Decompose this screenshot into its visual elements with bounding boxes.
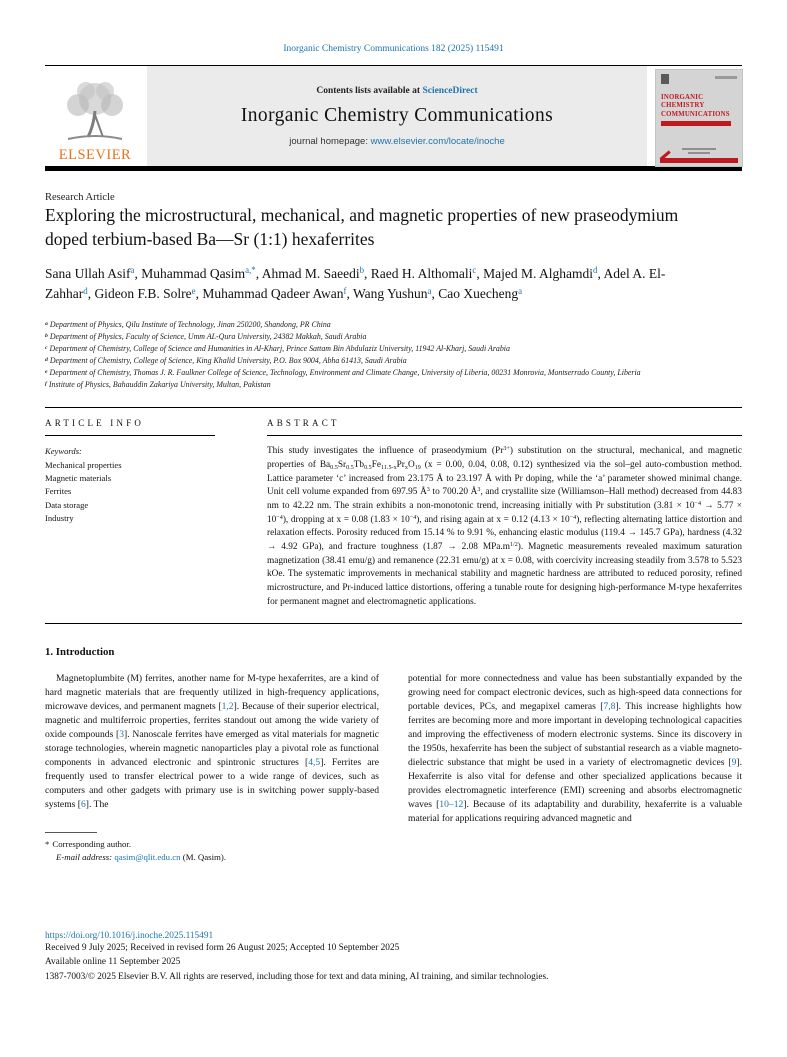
article-info-heading: ARTICLE INFO: [45, 418, 145, 429]
text-segment: (x = 0.00, 0.04, 0.08, 0.12) synthesized via the sol–gel auto-combustion method. Lattice parameter ‘c’ increased from 23.175 Å to 23.197 Å with Pr doping, while the ‘a’ parameter showed minimal change. Unit cell volume expanded from 697.95 Å: [267, 460, 742, 498]
text-segment: −4: [409, 514, 417, 521]
affiliation-text: Department of Chemistry, Thomas J. R. Faulkner College of Science, Technology, Environment and Climate Change, University of Liberia, 00231 Monrovia, Montserrado County, Liberia: [49, 368, 641, 378]
affiliation-text: Institute of Physics, Bahauddin Zakariya University, Multan, Pakistan: [48, 380, 271, 390]
inline-link[interactable]: d: [83, 285, 88, 296]
journal-title: Inorganic Chemistry Communications: [240, 104, 554, 126]
text-segment: 19: [414, 464, 421, 471]
text-segment: ]. Because of its adaptability and durability, hexaferrite is a valuable material for applications requiring advanced magnetic and: [408, 799, 742, 825]
text-segment: , Muhammad Qasim: [134, 265, 246, 281]
text-segment: 0.5: [364, 464, 372, 471]
cover-title-line1: INORGANIC: [661, 94, 704, 101]
elsevier-logo[interactable]: [45, 66, 145, 166]
text-segment: to 700.20 Å: [429, 487, 478, 498]
text-segment: Tb: [353, 460, 365, 471]
text-segment: ) substitution on the structural, mechanical, and magnetic properties of Ba: [267, 446, 742, 471]
text-segment: , Raed H. Althomali: [364, 265, 473, 281]
text-segment: → 5.77 × 10: [267, 501, 742, 525]
text-segment: ]. Because of their superior electrical, magnetic and multiferroic properties, ferrites standout out among the wide variety of oxide compounds [: [45, 701, 379, 741]
text-segment: 3+: [503, 446, 510, 453]
text-segment: , Majed M. Alghamdi: [476, 265, 593, 281]
text-segment: −4: [694, 500, 702, 507]
email-address-line: [45, 851, 379, 864]
intro-paragraph-right: [408, 672, 742, 826]
inline-link[interactable]: 4,5: [308, 757, 321, 769]
body-column-right: [408, 672, 742, 864]
text-segment: , and crystallite size (Williamson–Hall method) decreased from 44.83 nm to 42.22 nm. The strain exhibits a non-monotonic trend, increasing initially with Pr substitution (3.81 × 10: [267, 487, 742, 511]
cover-publisher-icon: [661, 74, 669, 84]
text-segment: Sana Ullah Asif: [45, 265, 131, 281]
text-segment: ), reflecting alternating lattice distortion and relaxation effects. Porosity reduced from 15.14 % to 9.91 %, enhancing elastic modulus (119.4 → 145.7 GPa), hardness (4.32 → 4.92 GPa), and fracture toughness (1.87 → 2.08 MPa.m: [267, 514, 743, 552]
text-segment: 1/2: [509, 541, 518, 548]
cover-bottom-bar: [660, 158, 738, 163]
homepage-link[interactable]: www.elsevier.com/locate/inoche: [370, 135, 505, 147]
affiliation-d: [45, 355, 742, 367]
inline-link[interactable]: a: [130, 265, 135, 276]
intro-paragraph-left: [45, 672, 379, 812]
keyword-item: Ferrites: [45, 486, 72, 497]
corresponding-author-text: Corresponding author.: [52, 839, 132, 850]
inline-link[interactable]: 7,8: [603, 701, 616, 713]
keyword-item: Mechanical properties: [45, 459, 122, 470]
affiliation-marker: a: [45, 320, 48, 327]
text-segment: ]. Ferrites are frequently used to transfer electrical power to a wide range of devices, such as computers and other gadgets with primary use is in switching power supply-based systems [: [45, 757, 379, 811]
cover-red-banner: [661, 121, 731, 126]
inline-link[interactable]: a: [427, 285, 432, 296]
footnote-asterisk: *: [45, 839, 50, 850]
affiliation-marker: b: [45, 332, 48, 339]
text-segment: This study investigates the influence of praseodymium (Pr: [267, 446, 504, 457]
masthead-center-panel: [147, 66, 647, 166]
affiliation-text: Department of Physics, Faculty of Science, Umm AL-Qura University, 24382 Makkah, Saudi Arabia: [49, 332, 367, 342]
inline-link[interactable]: qasim@qlit.edu.cn: [114, 852, 181, 863]
footnote-rule: [45, 832, 97, 833]
text-segment: ), and rising again at x = 0.12 (4.13 × 10: [416, 514, 570, 525]
keyword-item: Data storage: [45, 499, 89, 510]
journal-cover-thumbnail[interactable]: [656, 70, 742, 166]
body-columns: [45, 672, 742, 864]
affiliation-a: [45, 319, 742, 331]
affiliation-marker: f: [45, 380, 47, 387]
affiliation-c: [45, 343, 742, 355]
text-segment: 11.5-x: [381, 464, 397, 471]
text-segment: O: [407, 460, 415, 471]
doi-link[interactable]: https://doi.org/10.1016/j.inoche.2025.115491: [45, 931, 214, 941]
affiliation-marker: e: [45, 368, 48, 375]
paper-title: Exploring the microstructural, mechanical, and magnetic properties of new praseodymium doped terbium-based Ba—Sr (1:1) hexaferrites: [45, 204, 679, 249]
elsevier-tree-icon: [58, 77, 132, 149]
article-info-column: [45, 418, 237, 609]
elsevier-wordmark: ELSEVIER: [58, 147, 132, 163]
journal-masthead: [45, 65, 742, 171]
inline-link[interactable]: 10–12: [439, 799, 464, 811]
running-head-citation: Inorganic Chemistry Communications 182 (2025) 115491: [283, 44, 504, 54]
text-segment: , Adel A. El-Zahhar: [45, 265, 666, 302]
inline-link[interactable]: c: [472, 265, 477, 276]
inline-link[interactable]: 6: [80, 799, 86, 811]
text-segment: , Wang Yushun: [346, 286, 428, 302]
text-segment: , Gideon F.B. Solre: [87, 286, 192, 302]
masthead-bottom-rule: [45, 166, 742, 171]
text-segment: ]. This increase highlights how ferrites are becoming more and more important in developing technological capacities and improving the effectiveness of modern electronic systems. Since its discovery in the 1950s, hexaferrite has been the subject of substantial research as a viable magneto-dielectric substance that might be used in a variety of electromagnetic devices [: [408, 701, 742, 769]
journal-homepage-line: [289, 136, 504, 147]
text-segment: 0.5: [346, 464, 354, 471]
inline-link[interactable]: d: [593, 265, 598, 276]
text-segment: 3: [426, 487, 430, 494]
info-abstract-band: [45, 407, 742, 624]
abstract-rule: [267, 435, 742, 436]
text-segment: −4: [276, 514, 283, 521]
contents-lists-text: Contents lists available at: [316, 85, 423, 96]
homepage-label: journal homepage:: [289, 135, 371, 147]
corresponding-author-line: [45, 838, 379, 851]
keyword-item: Industry: [45, 512, 74, 523]
text-segment: potential for more connectedness and value has been substantially expanded by the growing need for compact electronic devices, such as high-speed data connections for portable devices, PCs, and megapixel cameras [: [408, 673, 742, 713]
text-segment: 0.5: [330, 464, 338, 471]
affiliation-e: [45, 367, 685, 379]
text-segment: ]. Hexaferrite is also vital for defense and other specialized applications because it provides electromagnetic interference (EMI) screening and absorbs electromagnetic waves [: [408, 757, 742, 811]
article-info-rule: [45, 435, 215, 436]
abstract-heading: ABSTRACT: [267, 418, 340, 429]
affiliation-marker: d: [45, 356, 48, 363]
abstract-column: [267, 418, 742, 609]
section-heading-introduction: 1. Introduction: [45, 646, 115, 659]
received-dates-line: Received 9 July 2025; Received in revised form 26 August 2025; Accepted 10 September 2025: [45, 943, 400, 953]
sciencedirect-link[interactable]: ScienceDirect: [422, 85, 478, 96]
text-segment: Fe: [371, 460, 382, 471]
inline-link[interactable]: a: [518, 285, 523, 296]
inline-link[interactable]: 9: [731, 757, 737, 769]
text-segment: Sr: [337, 460, 347, 471]
text-segment: , Muhammad Qadeer Awan: [195, 286, 344, 302]
affiliation-text: Department of Chemistry, College of Science and Humanities in Al-Kharj, Prince Sattam Bin Abdulaziz University, 11942 Al-Kharj, Saudi Arabia: [49, 344, 510, 354]
article-type-label: Research Article: [45, 191, 115, 203]
text-segment: E-mail address:: [56, 852, 115, 863]
affiliations-block: [45, 319, 742, 391]
cover-issue-text: [715, 76, 737, 79]
text-segment: , Cao Xuecheng: [431, 286, 519, 302]
cover-editors-text: [661, 148, 737, 154]
cover-header: [661, 74, 737, 86]
inline-link[interactable]: b: [359, 265, 365, 276]
text-segment: 3: [477, 487, 481, 494]
text-segment: −4: [569, 514, 577, 521]
text-segment: Magnetoplumbite (M) ferrites, another name for M-type hexaferrites, are a kind of hard magnetic materials that are frequently utilized in high-frequency applications, microwave devices, and permanent magnets [: [45, 673, 379, 713]
article-footer: [45, 931, 742, 984]
affiliation-marker: c: [45, 344, 48, 351]
text-segment: ]. Nanoscale ferrites have emerged as vital materials for magnetic storage technologies, wherein magnetic nanoparticles play a pivotal role as functional components in advanced electronic and spintronic structures [: [45, 729, 380, 769]
cover-journal-name: [661, 94, 737, 119]
inline-link[interactable]: a,*: [245, 265, 256, 276]
text-segment: Pr: [396, 460, 405, 471]
available-online-line: Available online 11 September 2025: [45, 957, 181, 968]
body-column-left: [45, 672, 379, 864]
corresponding-author-footnote: [45, 832, 379, 864]
affiliation-b: [45, 331, 742, 343]
keywords-label: Keywords:: [45, 446, 82, 457]
affiliation-f: [45, 379, 742, 391]
abstract-text: [267, 445, 742, 609]
text-segment: , Ahmad M. Saeedi: [255, 265, 360, 281]
affiliation-text: Department of Physics, Qilu Institute of Technology, Jinan 250200, Shandong, PR China: [49, 320, 331, 330]
contents-lists-line: [316, 86, 477, 96]
text-segment: (M. Qasim).: [180, 852, 227, 863]
affiliation-text: Department of Chemistry, College of Science, King Khalid University, P.O. Box 9004, Abha 61413, Saudi Arabia: [49, 356, 407, 366]
inline-link[interactable]: e: [191, 285, 196, 296]
inline-link[interactable]: 3: [119, 729, 125, 741]
author-list: [45, 264, 685, 305]
text-segment: ]. The: [85, 799, 109, 811]
copyright-line: 1387-7003/© 2025 Elsevier B.V. All rights are reserved, including those for text and data mining, AI training, and similar technologies.: [45, 971, 549, 982]
keyword-item: Magnetic materials: [45, 473, 112, 483]
inline-link[interactable]: f: [343, 285, 347, 296]
text-segment: ), dropping at x = 0.08 (1.83 × 10: [282, 514, 410, 525]
inline-link[interactable]: 1,2: [221, 701, 234, 713]
text-segment: x: [404, 464, 408, 471]
text-segment: ). Magnetic measurements revealed maximum saturation magnetization (38.41 emu/g) and remanence (22.31 emu/g) at x = 0.08, with coercivity increasing steadily from 3.578 to 5.523 kOe. The systematic improvements in mechanical stability and magnetic hardness are attributed to reduced porosity, refined microstructure, and Pr-induced lattice distortions, offering a tunable route for designing high-performance M-type hexaferrites for permanent magnet and electromagnetic applications.: [267, 541, 742, 607]
cover-title-line3: COMMUNICATIONS: [661, 110, 730, 118]
cover-title-line2: CHEMISTRY: [661, 102, 705, 110]
